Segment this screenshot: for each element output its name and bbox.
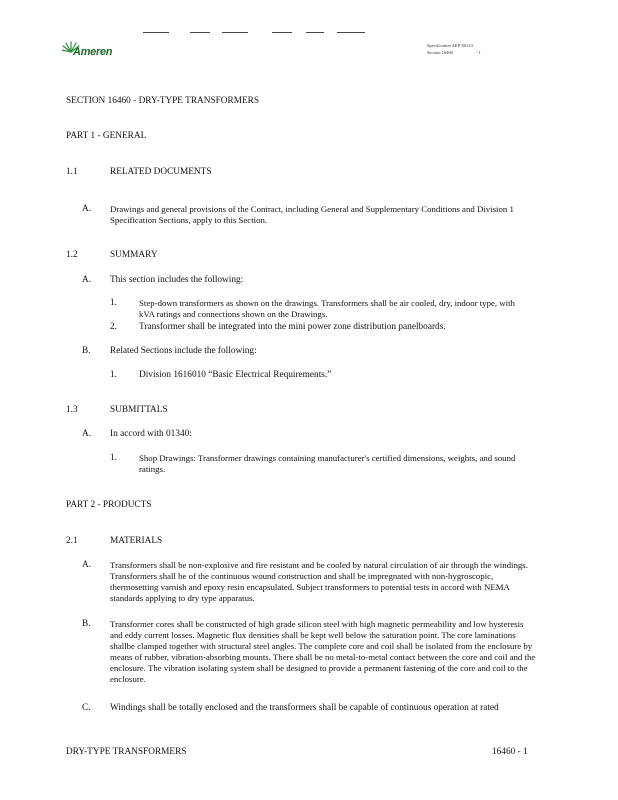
header-rule-segment [190,32,210,33]
logo-wordmark: Ameren [73,46,113,58]
s12-a2-text: Transformer shall be integrated into the mini power zone distribution panelboards. [139,322,446,332]
s12-a1-number: 1. [110,298,117,308]
part2-title: PART 2 - PRODUCTS [66,500,152,510]
s11-number: 1.1 [66,167,78,177]
header-rule-segment [337,32,365,33]
s12-b1-text: Division 1616010 “Basic Electrical Requirements.” [139,370,332,380]
s21-b-letter: B. [82,619,91,629]
s12-b-text: Related Sections include the following: [110,346,257,356]
s12-title: SUMMARY [110,250,158,260]
footer-page-number: 16460 - 1 [492,747,528,757]
s13-a1-text: Shop Drawings: Transformer drawings containing manufacturer's certified dimensions, weights, and sound ratings. [139,453,516,474]
ameren-logo [62,40,122,60]
header-rule-segment [306,32,324,33]
footer-left: DRY-TYPE TRANSFORMERS [66,747,187,757]
section-line: Section 16460 - 1 [427,50,481,55]
s12-b-letter: B. [82,346,91,356]
s21-number: 2.1 [66,536,78,546]
section-title: SECTION 16460 - DRY-TYPE TRANSFORMERS [66,96,260,106]
s12-b1-number: 1. [110,370,117,380]
s12-a1-text: Step-down transformers as shown on the drawings. Transformers shall be air cooled, dry, indoor type, with kVA ratings and connections shown on the Drawings. [139,298,515,319]
spec-line: Specification AEP-00123 [427,43,473,48]
s11-title: RELATED DOCUMENTS [110,167,212,177]
s21-title: MATERIALS [110,536,163,546]
s12-a-letter: A. [82,275,92,285]
s21-c-letter: C. [82,703,91,713]
s13-number: 1.3 [66,405,78,415]
header-rule-segment [272,32,292,33]
s13-a-letter: A. [82,429,92,439]
s12-number: 1.2 [66,250,78,260]
s12-a2-number: 2. [110,322,117,332]
section-page: - 1 [476,50,481,55]
s11-a-text: Drawings and general provisions of the Contract, including General and Supplementary Conditions and Division 1 Specification Sections, apply to this Section. [110,204,514,225]
header-rule-segment [222,32,248,33]
header-spec-info [427,42,481,56]
s13-a1-number: 1. [110,453,117,463]
part1-title: PART 1 - GENERAL [66,131,147,141]
s21-a-text: Transformers shall be non-explosive and fire resistant and be cooled by natural circulation of air through the windings. Transformers shall be of the continuous wound construction and shall be impregnated with non-hygroscopic, thermosetting varnish and epoxy resin encapsulated. Subject transformers to potential tests in accord with NEMA standards applying to dry type apparatus. [110,560,528,603]
s12-a-text: This section includes the following: [110,275,244,285]
s21-a-letter: A. [82,560,92,570]
s11-a-letter: A. [82,204,92,214]
s13-title: SUBMITTALS [110,405,168,415]
s21-c-text: Windings shall be totally enclosed and the transformers shall be capable of continuous operation at rated [110,703,499,713]
s21-b-text: Transformer cores shall be constructed of high grade silicon steel with high magnetic permeability and low hysteresis and eddy current losses. Magnetic flux densities shall be kept well below the saturation point. The core laminations shallbe clamped together with structural steel angles. The complete core and coil shall be isolated from the enclosure by means of rubber, vibration-absorbing mounts. There shall be no metal-to-metal contact between the core and coil and the enclosure. The vibration isolating system shall be designed to provide a permanent fastening of the core and coil to the enclosure. [110,619,536,684]
s13-a-text: In accord with 01340: [110,429,192,439]
header-rule-segment [143,32,169,33]
